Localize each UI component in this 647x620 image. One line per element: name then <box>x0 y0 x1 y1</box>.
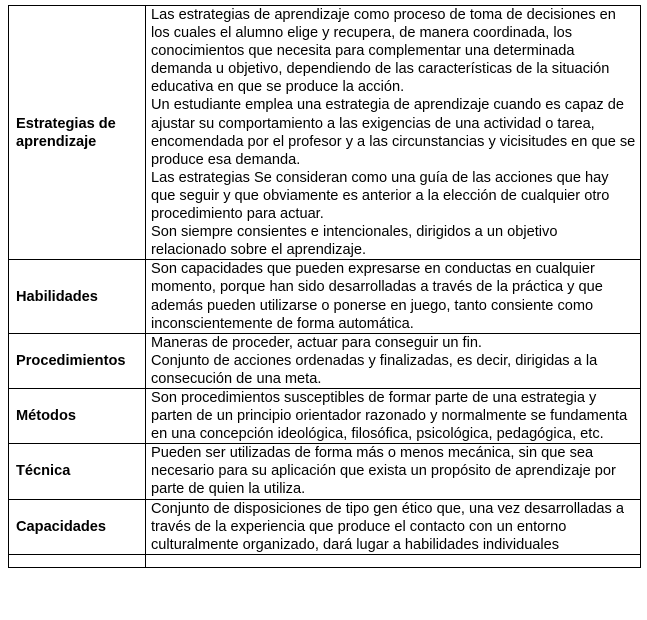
definition-cell <box>146 6 641 260</box>
table-row <box>9 333 641 388</box>
term-label: Métodos <box>16 408 76 425</box>
definition-cell <box>146 333 641 388</box>
definition-paragraph: Conjunto de disposiciones de tipo gen ético que, una vez desarrolladas a través de la experiencia que produce el contacto con un entorno culturalmente organizado, dará lugar a habilidades individuales <box>151 500 624 553</box>
table-row <box>9 260 641 333</box>
definitions-table <box>8 5 641 568</box>
table-row <box>9 388 641 443</box>
table-row <box>9 444 641 499</box>
definition-paragraph: Son siempre consientes e intencionales, dirigidos a un objetivo relacionado sobre el aprendizaje. <box>151 224 558 259</box>
definition-paragraph: Un estudiante emplea una estrategia de aprendizaje cuando es capaz de ajustar su comportamiento a las exigencias de una actividad o tarea, encomendada por el profesor y a las circunstancias y vicisitudes en que se produce esa demanda. <box>151 97 636 168</box>
table-row <box>9 499 641 554</box>
table-row <box>9 6 641 260</box>
definition-cell <box>146 554 641 567</box>
definition-paragraph: Maneras de proceder, actuar para conseguir un fin. <box>151 334 482 351</box>
term-label: Capacidades <box>16 518 107 535</box>
term-label: Procedimientos <box>16 352 126 369</box>
term-label: Técnica <box>16 463 71 480</box>
term-cell <box>9 388 146 443</box>
term-cell <box>9 554 146 567</box>
table-row-cut-off <box>9 554 641 567</box>
definition-paragraph: Las estrategias Se consideran como una guía de las acciones que hay que seguir y que obviamente es anterior a la elección de cualquier otro procedimiento para actuar. <box>151 169 610 223</box>
definition-cell <box>146 388 641 443</box>
term-cell <box>9 499 146 554</box>
definition-cell <box>146 499 641 554</box>
definition-paragraph: Las estrategias de aprendizaje como proceso de toma de decisiones en los cuales el alumno elige y recupera, de manera coordinada, los conocimientos que necesita para complementar una determinada demanda u objetivo, dependiendo de las características de la situación educativa en que se produce la acción. <box>151 7 616 96</box>
term-cell <box>9 260 146 333</box>
definition-paragraph: Son capacidades que pueden expresarse en conductas en cualquier momento, porque han sido desarrolladas a través de la práctica y que además pueden utilizarse o ponerse en juego, tanto consiente como inconscientemente de forma automática. <box>151 261 603 332</box>
definition-paragraph: Pueden ser utilizadas de forma más o menos mecánica, sin que sea necesario para su aplicación que exista un propósito de aprendizaje por parte de quien la utiliza. <box>151 445 616 498</box>
term-label: Habilidades <box>16 288 98 305</box>
term-label: Estrategias de aprendizaje <box>16 115 116 150</box>
definition-cell <box>146 444 641 499</box>
definition-cell <box>146 260 641 333</box>
definition-paragraph: Conjunto de acciones ordenadas y finalizadas, es decir, dirigidas a la consecución de una meta. <box>151 352 598 387</box>
term-cell <box>9 444 146 499</box>
term-cell <box>9 6 146 260</box>
term-cell <box>9 333 146 388</box>
definition-paragraph: Son procedimientos susceptibles de formar parte de una estrategia y parten de un principio orientador razonado y normalmente se fundamenta en una concepción ideológica, filosófica, psicológica, pedagógica, etc. <box>151 389 628 443</box>
